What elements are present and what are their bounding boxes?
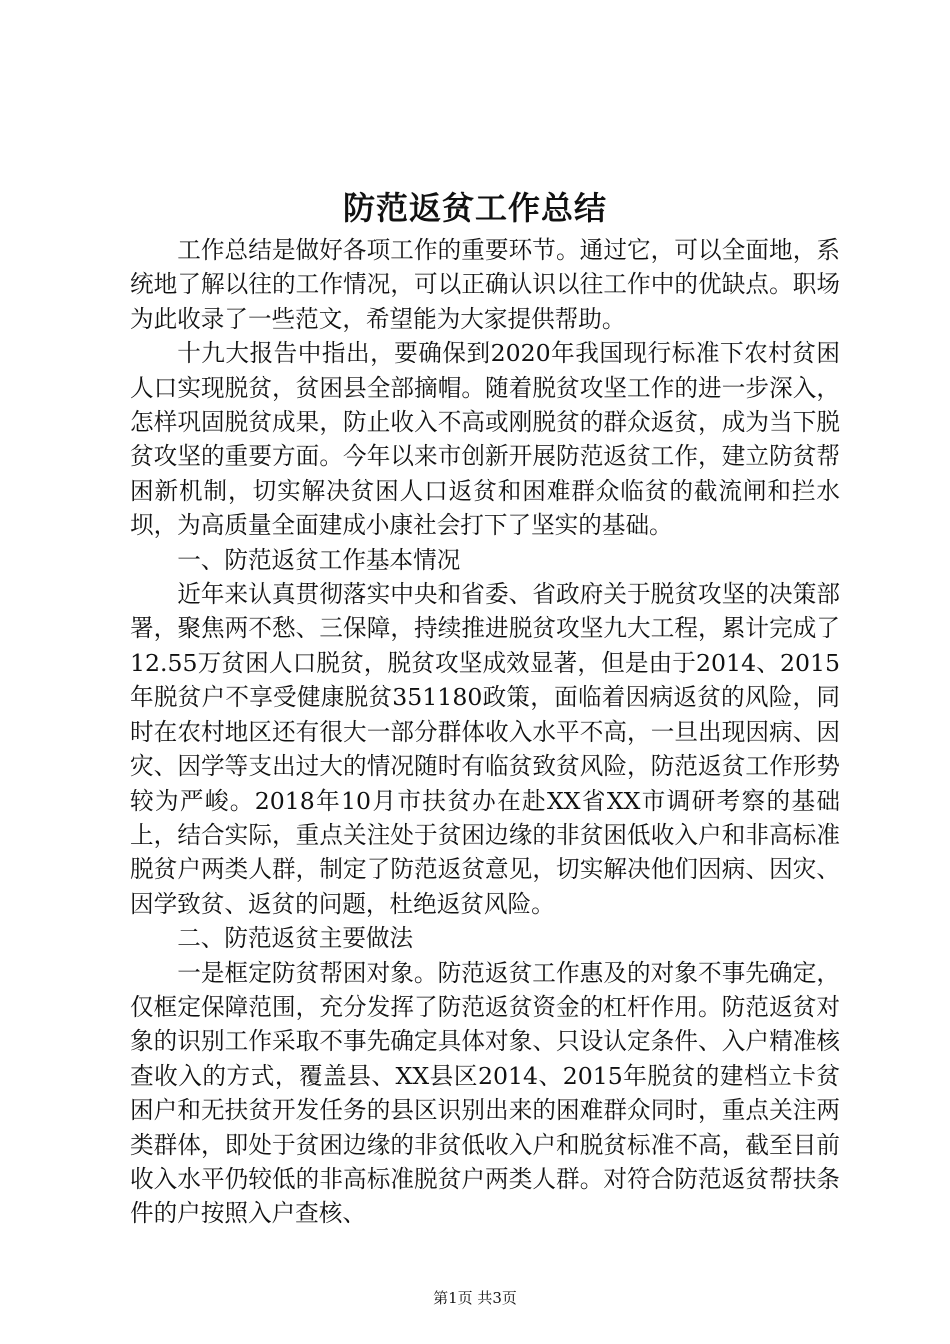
paragraph-background: 十九大报告中指出，要确保到2020年我国现行标准下农村贫困人口实现脱贫，贫困县全部摘帽。随着脱贫攻坚工作的进一步深入，怎样巩固脱贫成果，防止收入不高或刚脱贫的群众返贫，成为当下脱贫攻坚的重要方面。今年以来市创新开展防范返贫工作，建立防贫帮困新机制，切实解决贫困人口返贫和困难群众临贫的截流闸和拦水坝，为高质量全面建成小康社会打下了坚实的基础。 xyxy=(130,339,840,540)
section-heading-2: 二、防范返贫主要做法 xyxy=(177,924,414,953)
paragraph-intro: 工作总结是做好各项工作的重要环节。通过它，可以全面地，系统地了解以往的工作情况，可以正确认识以往工作中的优缺点。职场为此收录了一些范文，希望能为大家提供帮助。 xyxy=(130,236,840,333)
section-heading-1: 一、防范返贫工作基本情况 xyxy=(177,545,461,574)
document-title: 防范返贫工作总结 xyxy=(342,189,607,227)
page-number-footer: 第1页 共3页 xyxy=(433,1289,517,1307)
paragraph-basic-situation: 近年来认真贯彻落实中央和省委、省政府关于脱贫攻坚的决策部署，聚焦两不愁、三保障，持续推进脱贫攻坚九大工程，累计完成了12.55万贫困人口脱贫，脱贫攻坚成效显著，但是由于2014、2015年脱贫户不享受健康脱贫351180政策，面临着因病返贫的风险，同时在农村地区还有很大一部分群体收入水平不高，一旦出现因病、因灾、因学等支出过大的情况随时有临贫致贫风险，防范返贫工作形势较为严峻。2018年10月市扶贫办在赴XX省XX市调研考察的基础上，结合实际，重点关注处于贫困边缘的非贫困低收入户和非高标准脱贫户两类人群，制定了防范返贫意见，切实解决他们因病、因灾、因学致贫、返贫的问题，杜绝返贫风险。 xyxy=(130,580,840,918)
document-body xyxy=(130,233,840,1231)
paragraph-main-practices: 一是框定防贫帮困对象。防范返贫工作惠及的对象不事先确定，仅框定保障范围，充分发挥了防范返贫资金的杠杆作用。防范返贫对象的识别工作采取不事先确定具体对象、只设认定条件、入户精准核查收入的方式，覆盖县、XX县区2014、2015年脱贫的建档立卡贫困户和无扶贫开发任务的县区识别出来的困难群众同时，重点关注两类群体，即处于贫困边缘的非贫低收入户和脱贫标准不高，截至目前收入水平仍较低的非高标准脱贫户两类人群。对符合防范返贫帮扶条件的户按照入户查核、 xyxy=(130,958,840,1228)
